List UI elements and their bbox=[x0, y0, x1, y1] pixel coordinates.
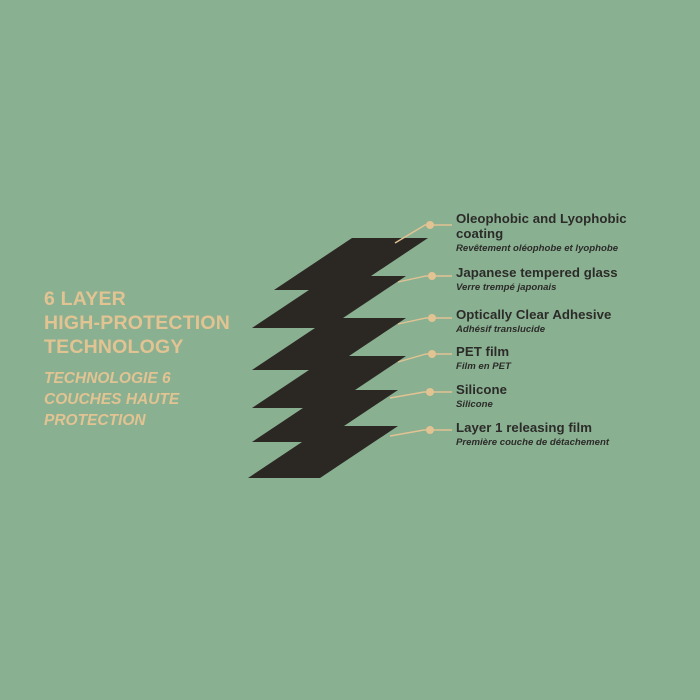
callout-layer-4-label-fr: Film en PET bbox=[456, 360, 511, 372]
callout-layer-6-label-en: Layer 1 releasing film bbox=[456, 420, 592, 435]
callout-layer-1-label-fr: Revêtement oléophobe et lyophobe bbox=[456, 242, 619, 254]
callout-layer-3-label-en: Optically Clear Adhesive bbox=[456, 307, 612, 322]
callout-layer-6-label-fr: Première couche de détachement bbox=[456, 436, 610, 448]
callout-layer-6 bbox=[456, 421, 609, 448]
callout-layer-5-label-fr: Silicone bbox=[456, 398, 493, 410]
callout-layer-1-label-en: Oleophobic and Lyophobic coating bbox=[456, 211, 627, 241]
title-sub bbox=[44, 369, 254, 432]
callout-layer-5-label-en: Silicone bbox=[456, 382, 507, 397]
callout-layer-4 bbox=[456, 345, 511, 372]
callout-layer-1 bbox=[456, 212, 656, 254]
title-block bbox=[44, 288, 254, 432]
leader-dot-1 bbox=[426, 221, 434, 229]
exploded-layer-stack bbox=[232, 230, 452, 490]
callout-layer-3-label-fr: Adhésif translucide bbox=[456, 323, 546, 335]
callout-layer-2-label-en: Japanese tempered glass bbox=[456, 265, 618, 280]
callout-layer-3 bbox=[456, 308, 611, 335]
title-main bbox=[44, 288, 254, 359]
callout-layer-4-label-en: PET film bbox=[456, 344, 510, 359]
callout-layer-2 bbox=[456, 266, 618, 293]
title-main-line3: TECHNOLOGY bbox=[44, 335, 184, 358]
callout-layer-2-label-fr: Verre trempé japonais bbox=[456, 281, 557, 293]
callout-layer-5 bbox=[456, 383, 507, 410]
title-sub-line2: COUCHES HAUTE bbox=[44, 391, 180, 409]
title-main-line1: 6 LAYER bbox=[44, 288, 126, 310]
title-main-line2: HIGH-PROTECTION bbox=[44, 311, 231, 334]
title-sub-line1: TECHNOLOGIE 6 bbox=[44, 370, 171, 388]
title-sub-line3: PROTECTION bbox=[44, 412, 146, 430]
